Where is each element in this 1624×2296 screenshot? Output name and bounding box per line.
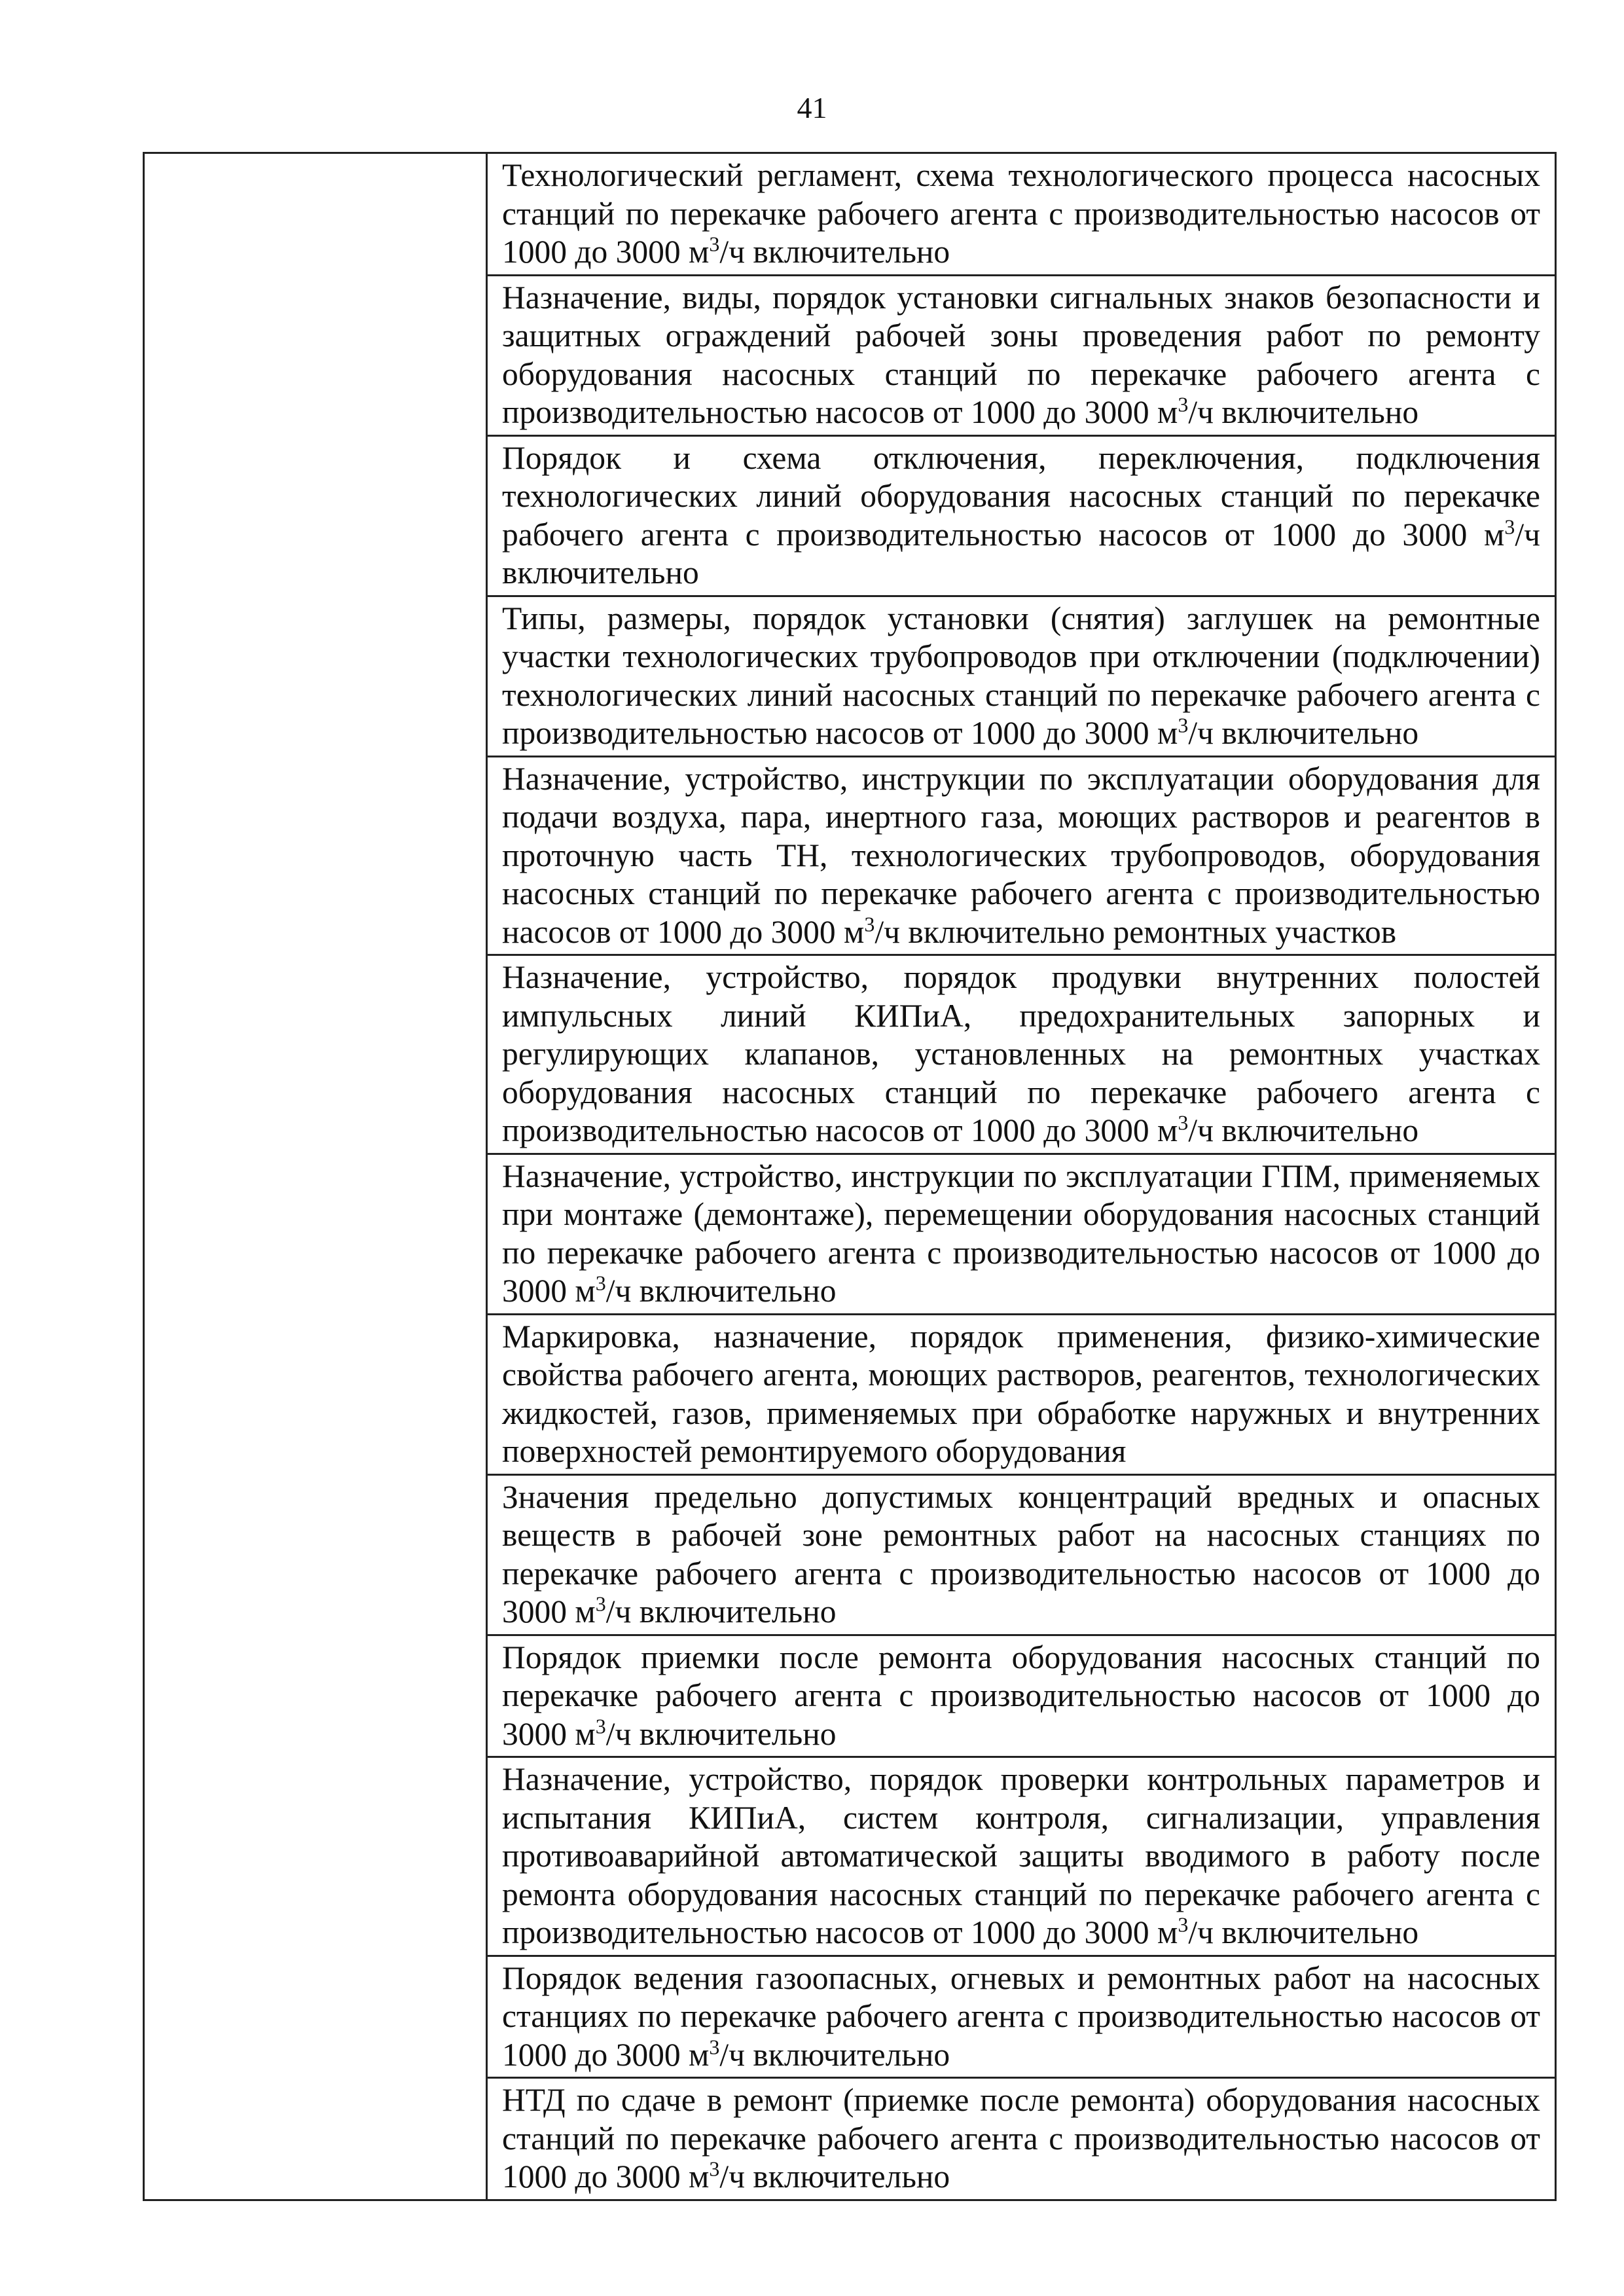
requirement-text-main: Порядок ведения газоопасных, огневых и ремонтных работ на насосных станциях по перекачке рабочего агента с производительностью насосов от 1000 до 3000 м <box>502 1959 1540 2073</box>
table-row <box>144 153 1556 276</box>
unit-superscript: 3 <box>1178 713 1189 737</box>
requirement-text-main: Маркировка, назначение, порядок применения, физико-химические свойства рабочего агента, моющих растворов, реагентов, технологических жидкостей, газов, применяемых при обработке наружных и внутренних поверхностей ремонтируемого оборудования <box>502 1318 1540 1469</box>
requirement-text <box>502 1639 1540 1754</box>
unit-superscript: 3 <box>1178 1110 1189 1135</box>
requirement-cell <box>487 1635 1556 1757</box>
requirement-text <box>502 279 1540 432</box>
requirement-cell <box>487 1474 1556 1635</box>
unit-superscript: 3 <box>709 2157 720 2181</box>
requirement-cell <box>487 1956 1556 2078</box>
requirement-text <box>502 1959 1540 2075</box>
requirement-text-tail: /ч включительно <box>719 234 950 270</box>
requirement-text-tail: /ч включительно <box>719 2159 950 2195</box>
requirements-table-body <box>144 153 1556 2200</box>
requirement-text <box>502 1157 1540 1311</box>
requirement-text-tail: /ч включительно <box>605 1594 837 1630</box>
requirement-text-tail: /ч включительно <box>605 1715 837 1752</box>
requirement-text <box>502 1760 1540 1952</box>
requirement-text <box>502 156 1540 272</box>
requirement-cell <box>487 1314 1556 1474</box>
requirement-cell <box>487 1757 1556 1956</box>
requirement-cell <box>487 153 1556 276</box>
requirement-text-main: Назначение, устройство, инструкции по эксплуатации оборудования для подачи воздуха, пара, инертного газа, моющих растворов и реагентов в проточную часть ТН, технологических трубопроводов, оборудования насосных станций по перекачке рабочего агента с производительностью насосов от 1000 до 3000 м <box>502 760 1540 950</box>
requirement-text-main: Технологический регламент, схема технологического процесса насосных станций по перекачке рабочего агента с производительностью насосов от 1000 до 3000 м <box>502 157 1540 270</box>
unit-superscript: 3 <box>864 912 875 936</box>
requirements-table <box>143 152 1557 2201</box>
requirement-cell <box>487 1154 1556 1314</box>
requirement-text-main: Порядок приемки после ремонта оборудования насосных станций по перекачке рабочего агента с производительностью насосов от 1000 до 3000 м <box>502 1639 1540 1752</box>
requirement-text <box>502 2081 1540 2196</box>
requirement-text-tail: /ч включительно <box>502 516 1540 591</box>
requirement-text-main: Назначение, устройство, порядок проверки контрольных параметров и испытания КИПиА, систем контроля, сигнализации, управления противоаварийной автоматической защиты вводимого в работу после ремонта оборудования насосных станций по перекачке рабочего агента с производительностью насосов от 1000 до 3000 м <box>502 1761 1540 1950</box>
empty-left-cell <box>144 153 487 2200</box>
requirement-text <box>502 760 1540 952</box>
requirement-text-tail: /ч включительно <box>719 2036 950 2073</box>
unit-superscript: 3 <box>709 232 720 256</box>
requirement-cell <box>487 756 1556 955</box>
requirement-text-tail: /ч включительно <box>1188 1914 1419 1950</box>
requirement-text-main: Типы, размеры, порядок установки (снятия) заглушек на ремонтные участки технологических трубопроводов при отключении (подключении) технологических линий насосных станций по перекачке рабочего агента с производительностью насосов от 1000 до 3000 м <box>502 600 1540 751</box>
unit-superscript: 3 <box>595 1592 606 1616</box>
requirement-cell <box>487 596 1556 756</box>
requirement-text-main: Значения предельно допустимых концентраций вредных и опасных веществ в рабочей зоне ремонтных работ на насосных станциях по перекачке рабочего агента с производительностью насосов от 1000 до 3000 м <box>502 1478 1540 1630</box>
requirement-text-main: Назначение, устройство, инструкции по эксплуатации ГПМ, применяемых при монтаже (демонтаже), перемещении оборудования насосных станций по перекачке рабочего агента с производительностью насосов от 1000 до 3000 м <box>502 1157 1540 1309</box>
requirement-cell <box>487 275 1556 435</box>
requirement-text-tail: /ч включительно <box>605 1273 837 1309</box>
requirement-text-tail: /ч включительно ремонтных участков <box>875 913 1397 950</box>
page-number: 41 <box>797 91 827 124</box>
unit-superscript: 3 <box>595 1271 606 1295</box>
unit-superscript: 3 <box>1178 1912 1189 1937</box>
requirement-text-tail: /ч включительно <box>1188 394 1419 430</box>
requirement-text-main: Назначение, виды, порядок установки сигнальных знаков безопасности и защитных ограждений рабочей зоны проведения работ по ремонту оборудования насосных станций по перекачке рабочего агента с производительностью насосов от 1000 до 3000 м <box>502 279 1540 430</box>
requirement-cell <box>487 955 1556 1154</box>
unit-superscript: 3 <box>1178 392 1189 416</box>
requirement-text <box>502 600 1540 753</box>
requirement-text-tail: /ч включительно <box>1188 715 1419 751</box>
unit-superscript: 3 <box>595 1714 606 1738</box>
requirement-text-main: Назначение, устройство, порядок продувки внутренних полостей импульсных линий КИПиА, предохранительных запорных и регулирующих клапанов, установленных на ремонтных участках оборудования насосных станций по перекачке рабочего агента с производительностью насосов от 1000 до 3000 м <box>502 959 1540 1148</box>
requirement-text <box>502 1318 1540 1471</box>
requirement-text <box>502 958 1540 1150</box>
unit-superscript: 3 <box>1504 515 1515 538</box>
requirement-cell <box>487 435 1556 596</box>
requirement-text <box>502 1478 1540 1631</box>
requirement-text-tail: /ч включительно <box>1188 1112 1419 1148</box>
unit-superscript: 3 <box>709 2035 720 2058</box>
requirement-cell <box>487 2078 1556 2200</box>
requirement-text-main: Порядок и схема отключения, переключения, подключения технологических линий оборудования насосных станций по перекачке рабочего агента с производительностью насосов от 1000 до 3000 м <box>502 439 1540 553</box>
requirement-text <box>502 439 1540 592</box>
requirement-text-main: НТД по сдаче в ремонт (приемке после ремонта) оборудования насосных станций по перекачке рабочего агента с производительностью насосов от 1000 до 3000 м <box>502 2082 1540 2195</box>
